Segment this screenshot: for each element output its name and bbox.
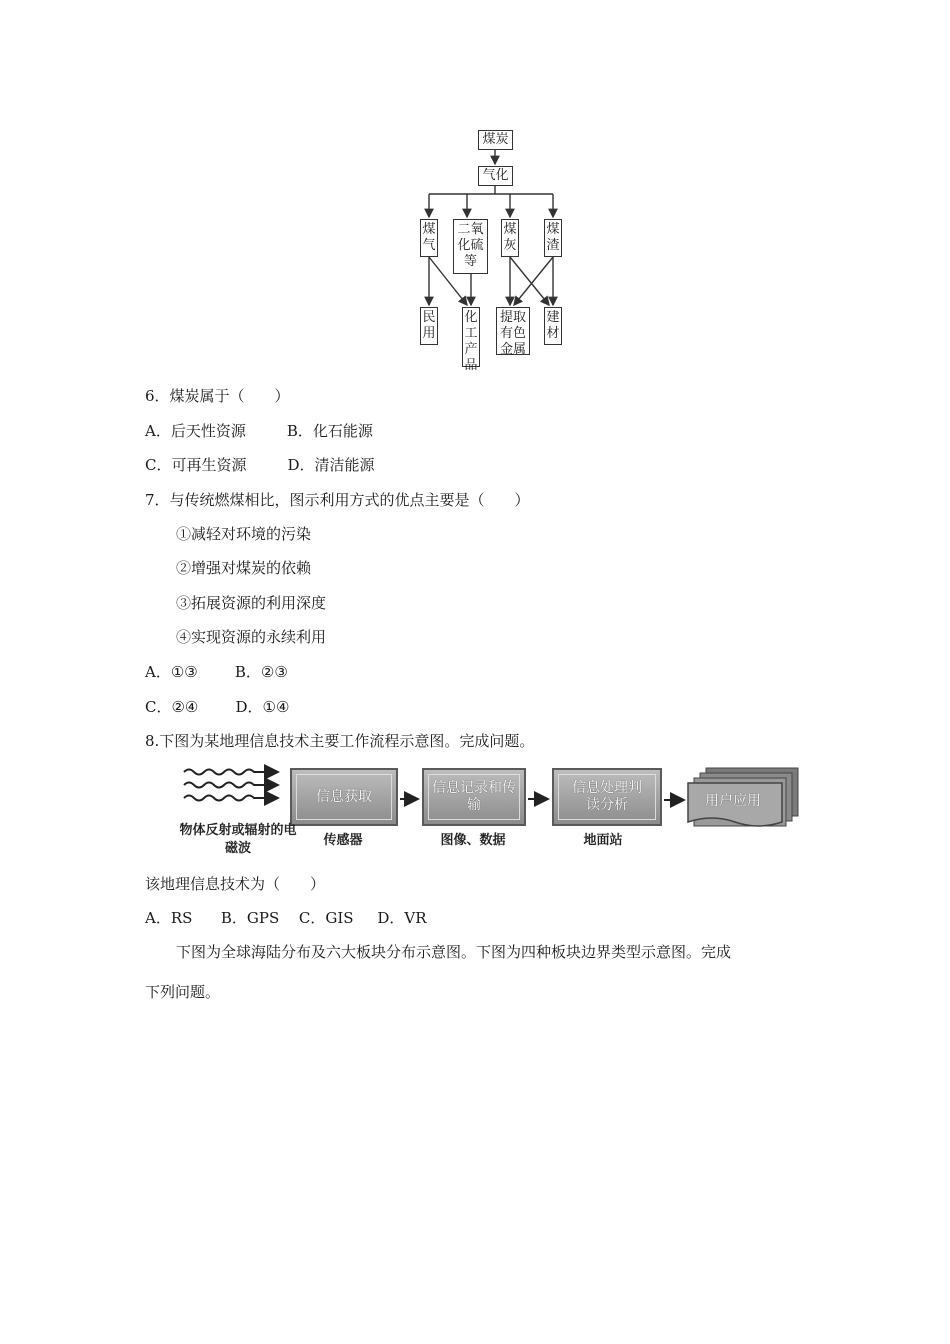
option-text: 清洁能源 <box>314 456 375 474</box>
node-label: 提取有色金属 <box>500 310 527 357</box>
remote-sensing-workflow-diagram <box>178 760 808 860</box>
intro-paragraph-line-1: 下图为全球海陆分布及六大板块分布示意图。下图为四种板块边界类型示意图。完成 <box>176 943 732 961</box>
step-label: 信息处理判读分析 <box>572 780 642 813</box>
node-label: 建材 <box>546 310 560 341</box>
option-text: GIS <box>325 909 354 927</box>
node-label: 气化 <box>482 168 509 183</box>
step-information-acquisition <box>290 768 398 826</box>
option-text: GPS <box>246 909 280 927</box>
option-text: ②③ <box>260 663 288 681</box>
step-label: 用户应用 <box>705 792 761 809</box>
option-label: D． <box>287 456 315 474</box>
option-text: 后天性资源 <box>170 422 246 440</box>
question-7-statement: ③拓展资源的利用深度 <box>176 594 327 612</box>
node-label: 煤渣 <box>546 222 560 253</box>
step-user-application <box>690 786 776 816</box>
option-text: 化石能源 <box>312 422 373 440</box>
option-text: ①③ <box>170 663 198 681</box>
option-label: B． <box>286 422 313 440</box>
option-text: ②④ <box>171 698 199 716</box>
node-label: 民用 <box>422 310 436 341</box>
question-7-statement: ②增强对煤炭的依赖 <box>176 559 312 577</box>
option-label: C． <box>298 909 326 927</box>
node-label: 煤炭 <box>482 132 509 147</box>
question-7-statement: ①减轻对环境的污染 <box>176 525 312 543</box>
image-data-caption: 图像、数据 <box>440 833 506 848</box>
node-label: 二氧化硫等 <box>457 222 484 269</box>
question-8-question: 该地理信息技术为（ ） <box>145 875 326 893</box>
option-label: A． <box>145 422 171 440</box>
question-7-options-ab <box>145 662 288 682</box>
option-label: D． <box>235 698 263 716</box>
node-sulfur-dioxide <box>453 219 488 274</box>
node-nonferrous-metals <box>496 307 530 355</box>
question-6-stem: 6．煤炭属于（ ） <box>145 387 290 405</box>
option-text: 可再生资源 <box>171 456 247 474</box>
option-text: RS <box>170 909 193 927</box>
option-label: D． <box>377 909 405 927</box>
step-label: 信息记录和传输 <box>432 780 516 813</box>
coal-utilization-diagram <box>412 122 588 372</box>
option-label: C． <box>145 456 172 474</box>
step-information-processing <box>552 768 662 826</box>
option-label: B． <box>220 909 247 927</box>
node-chemical-products <box>462 307 480 373</box>
question-7-options-cd <box>145 697 289 717</box>
intro-paragraph-line-2: 下列问题。 <box>145 983 221 1001</box>
question-6-options-ab <box>145 421 373 441</box>
question-8-options <box>145 908 427 928</box>
option-label: A． <box>145 909 171 927</box>
node-civil-use <box>420 307 438 345</box>
sensor-caption: 传感器 <box>323 833 363 848</box>
question-6-options-cd <box>145 455 375 475</box>
option-label: B． <box>234 663 261 681</box>
node-gasification <box>478 166 513 186</box>
step-information-recording <box>422 768 526 826</box>
question-8-stem: 8.下图为某地理信息技术主要工作流程示意图。完成问题。 <box>145 732 535 750</box>
node-coal-ash <box>501 219 519 257</box>
source-caption: 物体反射或辐射的电磁波 <box>179 823 297 856</box>
node-coal-slag <box>544 219 562 257</box>
option-text: ①④ <box>262 698 290 716</box>
option-label: A． <box>145 663 171 681</box>
option-text: VR <box>404 909 427 927</box>
node-coal <box>478 130 513 150</box>
ground-station-caption: 地面站 <box>583 833 623 848</box>
question-7-stem: 7．与传统燃煤相比，图示利用方式的优点主要是（ ） <box>145 491 530 509</box>
option-label: C． <box>145 698 172 716</box>
step-label: 信息获取 <box>316 788 372 805</box>
node-coal-gas <box>420 219 438 257</box>
node-label: 煤灰 <box>503 222 517 253</box>
node-building-materials <box>544 307 562 345</box>
node-label: 煤气 <box>422 222 436 253</box>
question-7-statement: ④实现资源的永续利用 <box>176 628 327 646</box>
node-label: 化工产品 <box>464 310 478 373</box>
